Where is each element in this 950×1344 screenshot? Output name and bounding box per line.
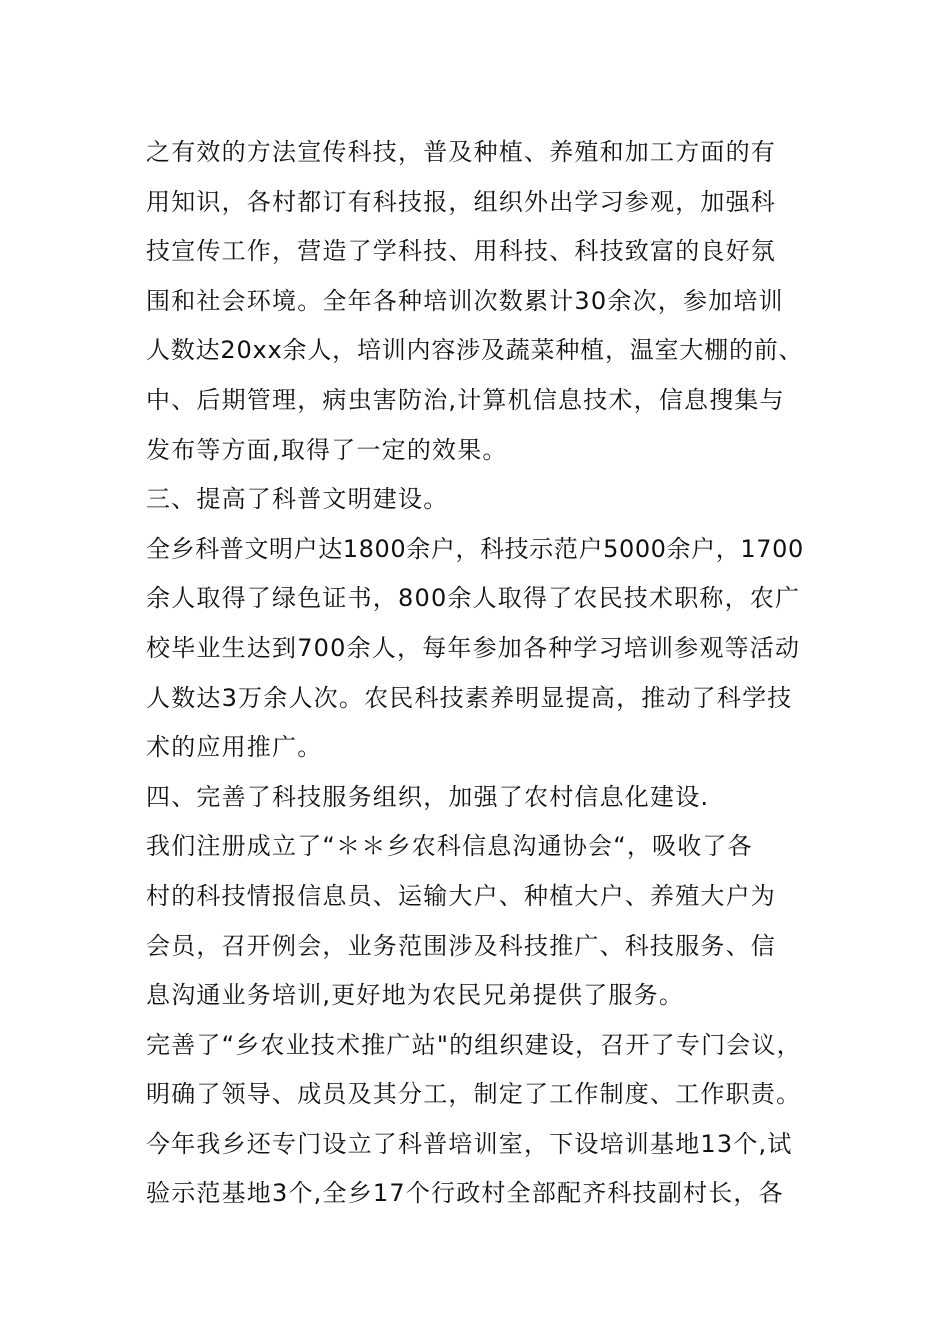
body-line-2: 用知识，各村都订有科技报，组织外出学习参观，加强科 — [146, 187, 776, 216]
body-line-17: 会员，召开例会，业务范围涉及科技推广、科技服务、信 — [146, 931, 776, 960]
body-line-12: 人数达3万余人次。农民科技素养明显提高，推动了科学技 — [146, 683, 793, 712]
body-line-22: 验示范基地3个,全乡17个行政村全部配齐科技副村长，各 — [146, 1179, 784, 1208]
body-line-21: 今年我乡还专门设立了科普培训室，下设培训基地13个,试 — [146, 1129, 793, 1158]
section-heading-3: 三、提高了科普文明建设。 — [146, 485, 449, 514]
document-body — [146, 128, 808, 1219]
body-line-19: 完善了“乡农业技术推广站"的组织建设，召开了专门会议， — [146, 1030, 802, 1059]
body-line-11: 校毕业生达到700余人，每年参加各种学习培训参观等活动 — [146, 633, 801, 662]
body-line-20: 明确了领导、成员及其分工，制定了工作制度、工作职责。 — [146, 1080, 802, 1109]
body-line-4: 围和社会环境。全年各种培训次数累计30余次，参加培训 — [146, 286, 784, 315]
body-line-9: 全乡科普文明户达1800余户，科技示范户5000余户，1700 — [146, 534, 804, 563]
body-line-1: 之有效的方法宣传科技，普及种植、养殖和加工方面的有 — [146, 138, 776, 166]
body-line-3: 技宣传工作，营造了学科技、用科技、科技致富的良好氛 — [146, 237, 776, 266]
section-heading-4: 四、完善了科技服务组织，加强了农村信息化建设. — [146, 782, 710, 811]
body-line-5: 人数达20xx余人，培训内容涉及蔬菜种植，温室大棚的前、 — [146, 336, 804, 365]
body-line-13: 术的应用推广。 — [146, 733, 323, 762]
body-line-18: 息沟通业务培训,更好地为农民兄弟提供了服务。 — [146, 981, 685, 1010]
body-line-7: 发布等方面,取得了一定的效果。 — [146, 435, 508, 464]
body-line-10: 余人取得了绿色证书，800余人取得了农民技术职称，农广 — [146, 584, 801, 613]
body-line-16: 村的科技情报信息员、运输大户、种植大户、养殖大户为 — [146, 881, 776, 910]
body-line-6: 中、后期管理，病虫害防治,计算机信息技术，信息搜集与 — [146, 385, 785, 414]
body-line-15: 我们注册成立了“＊＊乡农科信息沟通协会“，吸收了各 — [146, 832, 753, 861]
